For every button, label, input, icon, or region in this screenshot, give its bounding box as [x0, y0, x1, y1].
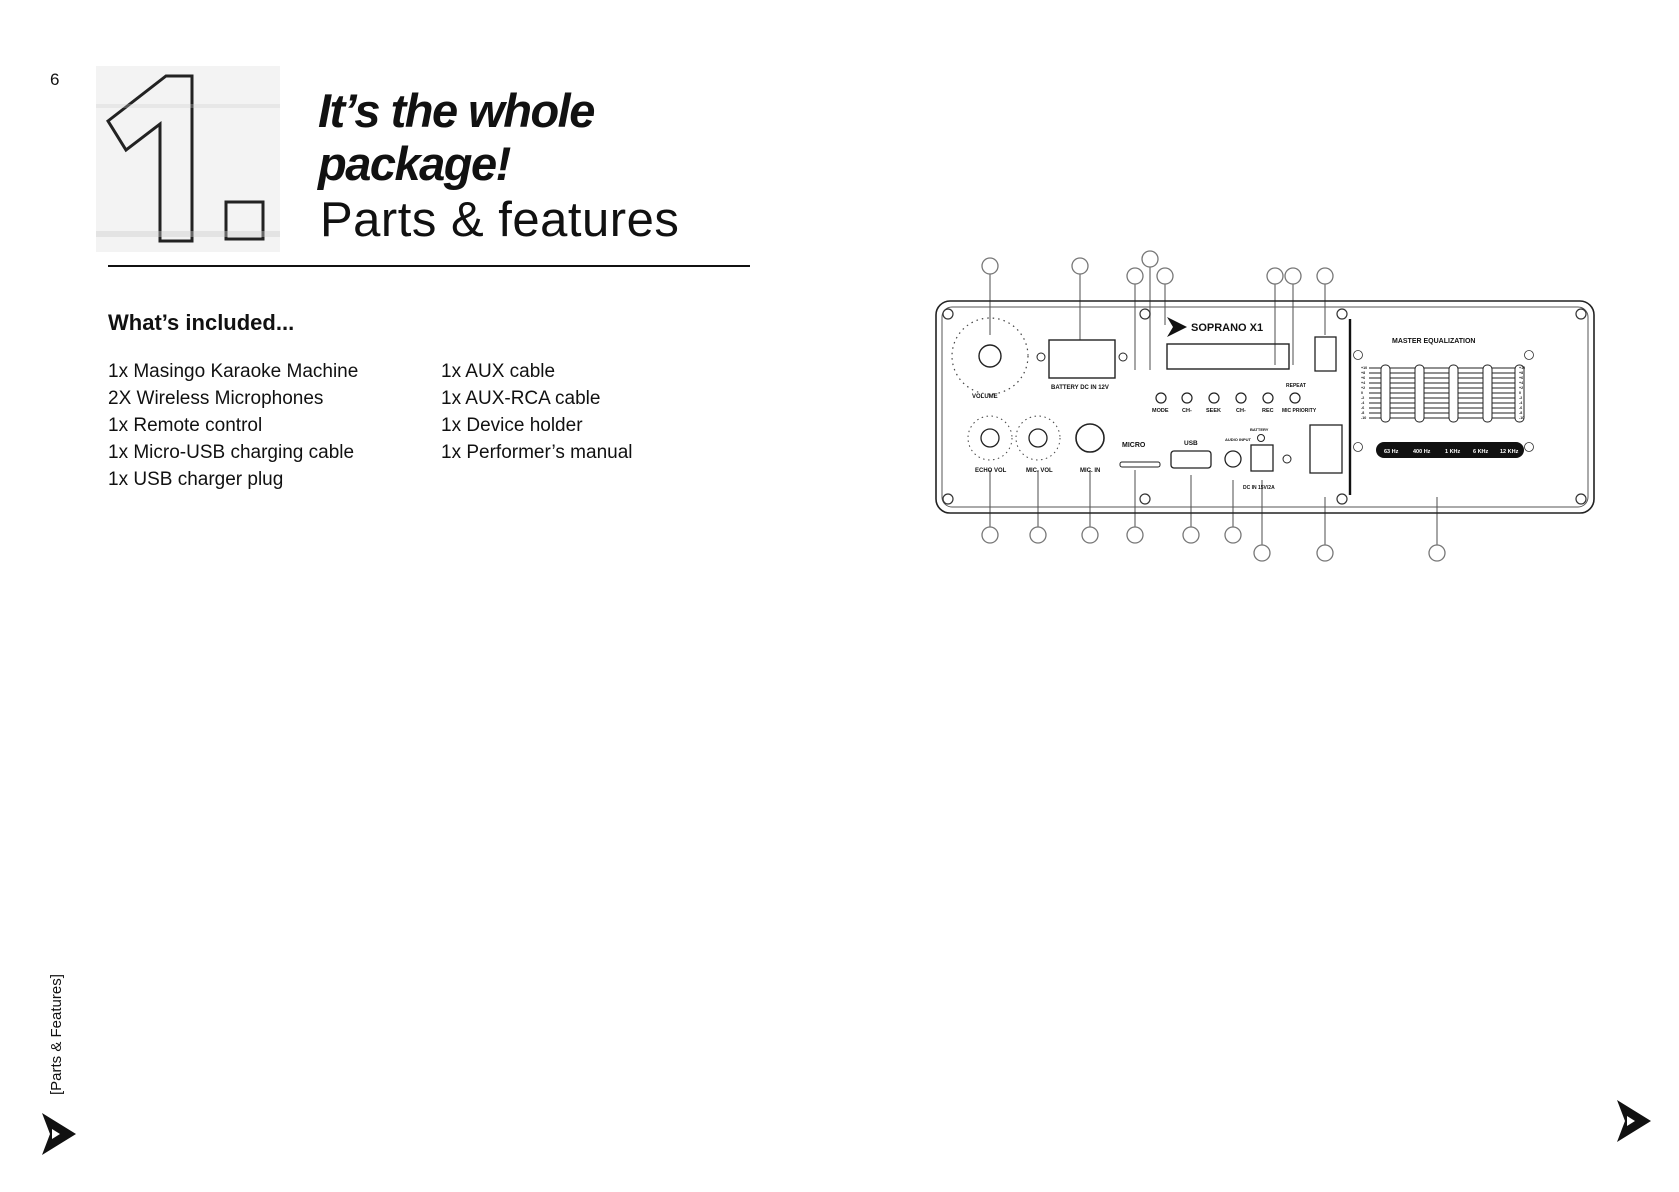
eq-scale-label: -4	[1519, 401, 1523, 405]
eq-scale-label: +4	[1361, 381, 1366, 385]
battery-dc-label: BATTERY DC IN 12V	[1051, 385, 1109, 391]
micro-label: MICRO	[1122, 442, 1146, 449]
page-number: 6	[50, 70, 60, 89]
eq-scale-label: +6	[1361, 376, 1366, 380]
button-label-mic-priority: MIC PRIORITY	[1282, 408, 1317, 414]
button-label-rec: REC	[1262, 408, 1274, 414]
button-label-ch-next: CH-	[1236, 408, 1246, 414]
eq-scale-label: -8	[1519, 411, 1523, 415]
eq-scale-label: -10	[1361, 416, 1367, 420]
eq-scale-label: 0	[1519, 391, 1521, 395]
list-item: 1x Device holder	[441, 415, 583, 436]
eq-scale-label: -10	[1519, 416, 1525, 420]
list-item: 1x USB charger plug	[108, 469, 284, 490]
side-section-label: [Parts & Features]	[48, 974, 65, 1095]
device-panel-diagram	[925, 245, 1605, 570]
brand-logo-icon	[42, 1113, 76, 1155]
eq-scale-label: +10	[1519, 366, 1526, 370]
mic-in-label: MIC. IN	[1080, 468, 1101, 474]
eq-scale-label: +2	[1519, 386, 1524, 390]
button-label-seek: SEEK	[1206, 408, 1221, 414]
eq-scale-label: +4	[1519, 381, 1524, 385]
list-item: 2X Wireless Microphones	[108, 388, 324, 409]
eq-band-label: 400 Hz	[1413, 449, 1431, 455]
eq-band-label: 12 KHz	[1500, 449, 1519, 455]
button-label-mode: MODE	[1152, 408, 1169, 414]
eq-scale-label: -6	[1361, 406, 1365, 410]
list-item: 1x Micro-USB charging cable	[108, 442, 355, 463]
list-item: 1x Performer’s manual	[441, 442, 633, 463]
dc-in-label: DC IN 15V/2A	[1243, 485, 1275, 491]
title-divider	[108, 265, 750, 267]
eq-scale-label: +8	[1361, 371, 1366, 375]
eq-scale-label: -4	[1361, 401, 1365, 405]
eq-scale-label: -6	[1519, 406, 1523, 410]
button-label-ch-prev: CH-	[1182, 408, 1192, 414]
eq-title: MASTER EQUALIZATION	[1392, 338, 1476, 345]
eq-scale-label: -8	[1361, 411, 1365, 415]
eq-scale-label: -2	[1361, 396, 1365, 400]
mic-vol-label: MIC. VOL	[1026, 468, 1053, 474]
eq-scale-label: +8	[1519, 371, 1524, 375]
eq-scale-left	[1361, 366, 1367, 420]
eq-scale-label: -2	[1519, 396, 1523, 400]
list-item: 1x Masingo Karaoke Machine	[108, 361, 359, 382]
eq-scale-label: +10	[1361, 366, 1368, 370]
brand-logo-icon	[1617, 1100, 1651, 1142]
list-item: 1x AUX cable	[441, 361, 556, 382]
repeat-label: REPEAT	[1286, 383, 1306, 389]
brand-logo-icon	[1167, 317, 1187, 337]
page-subtitle: Parts & features	[320, 193, 680, 247]
usb-label: USB	[1184, 440, 1198, 447]
title-line-2: package!	[318, 137, 510, 190]
eq-scale-label: +2	[1361, 386, 1366, 390]
echo-vol-label: ECHO VOL	[975, 468, 1007, 474]
eq-band-label: 6 KHz	[1473, 449, 1489, 455]
page-title	[318, 84, 594, 190]
eq-band-label: 1 KHz	[1445, 449, 1461, 455]
included-list-column-2	[441, 358, 632, 466]
battery-led-label: BATTERY	[1250, 427, 1269, 432]
title-line-1: It’s the whole	[318, 84, 594, 137]
volume-label: VOLUME	[972, 394, 998, 400]
eq-scale-label: +6	[1519, 376, 1524, 380]
list-item: 1x Remote control	[108, 415, 263, 436]
eq-band-label: 63 Hz	[1384, 449, 1399, 455]
eq-scale-label: 0	[1361, 391, 1363, 395]
included-heading: What’s included...	[108, 310, 295, 335]
chapter-number-graphic	[96, 66, 280, 252]
list-item: 1x AUX-RCA cable	[441, 388, 601, 409]
brand-name: SOPRANO X1	[1191, 322, 1264, 334]
included-list-column-1	[108, 358, 358, 493]
audio-input-label: AUDIO INPUT	[1225, 437, 1251, 442]
